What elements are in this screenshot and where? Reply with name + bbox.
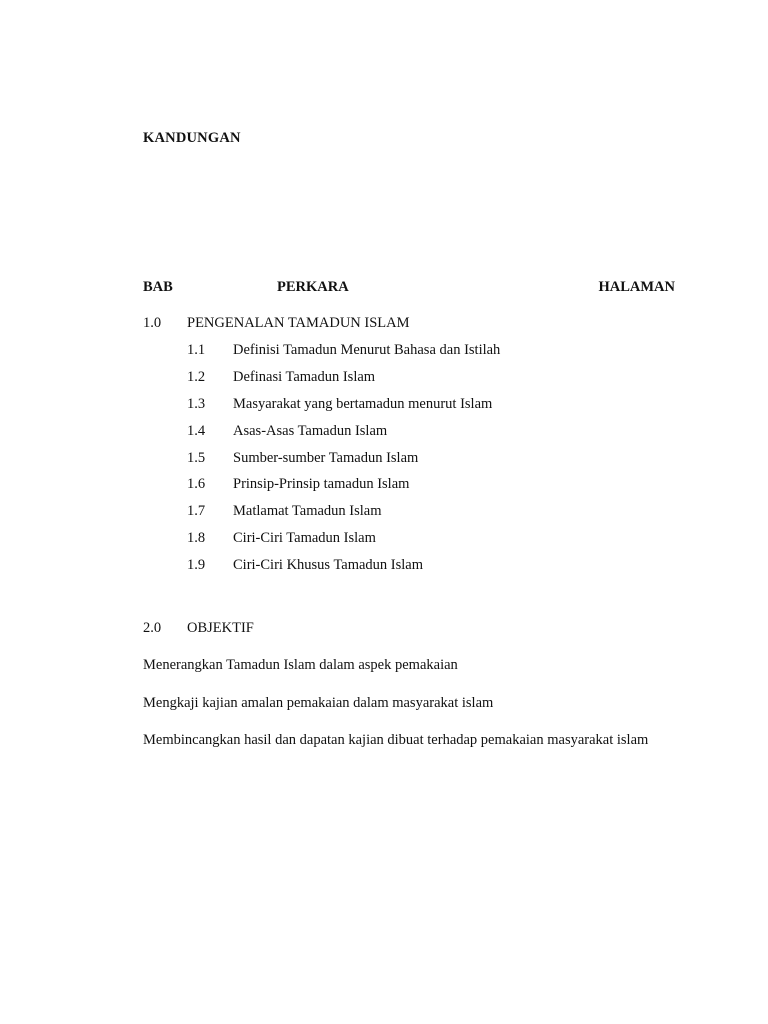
section-number: 1.9 [187,557,206,574]
section-label: Ciri-Ciri Khusus Tamadun Islam [233,557,424,574]
objective-item: Mengkaji kajian amalan pemakaian dalam masyarakat islam [143,694,494,711]
section-label: Prinsip-Prinsip tamadun Islam [233,476,410,493]
list-item [187,503,667,530]
chapter-2-heading [143,620,683,640]
list-item [187,476,667,503]
section-number: 1.4 [187,422,206,439]
section-label: Sumber-sumber Tamadun Islam [233,449,419,466]
objective-item: Membincangkan hasil dan dapatan kajian dibuat terhadap pemakaian masyarakat islam [143,732,649,748]
section-label: Ciri-Ciri Tamadun Islam [233,530,376,547]
page-title: KANDUNGAN [143,130,241,146]
list-item [187,342,667,369]
section-number: 1.5 [187,449,206,466]
list-item [187,530,667,557]
section-number: 1.6 [187,476,206,493]
section-number: 1.1 [187,342,206,358]
list-item [187,450,667,477]
header-perkara: PERKARA [277,279,349,295]
chapter-label: PENGENALAN TAMADUN ISLAM [187,315,410,331]
table-header [143,279,675,299]
chapter-label: OBJEKTIF [187,620,254,636]
section-label: Masyarakat yang bertamadun menurut Islam [233,395,493,412]
section-number: 1.2 [187,368,206,385]
chapter-1-heading [143,315,683,335]
objective-item: Menerangkan Tamadun Islam dalam aspek pemakaian [143,657,458,673]
objectives-list [143,657,703,770]
section-label: Definasi Tamadun Islam [233,368,376,385]
section-label: Definisi Tamadun Menurut Bahasa dan Istilah [233,342,501,358]
section-number: 1.7 [187,503,206,520]
section-label: Asas-Asas Tamadun Islam [233,422,388,439]
section-number: 1.3 [187,395,206,412]
list-item [187,557,667,584]
list-item [187,396,667,423]
header-bab: BAB [143,279,173,295]
chapter-1-sections [187,342,667,584]
chapter-number: 1.0 [143,315,162,331]
section-number: 1.8 [187,530,206,547]
chapter-number: 2.0 [143,620,162,636]
header-halaman: HALAMAN [598,279,675,295]
list-item [187,369,667,396]
list-item [187,423,667,450]
section-label: Matlamat Tamadun Islam [233,503,382,520]
